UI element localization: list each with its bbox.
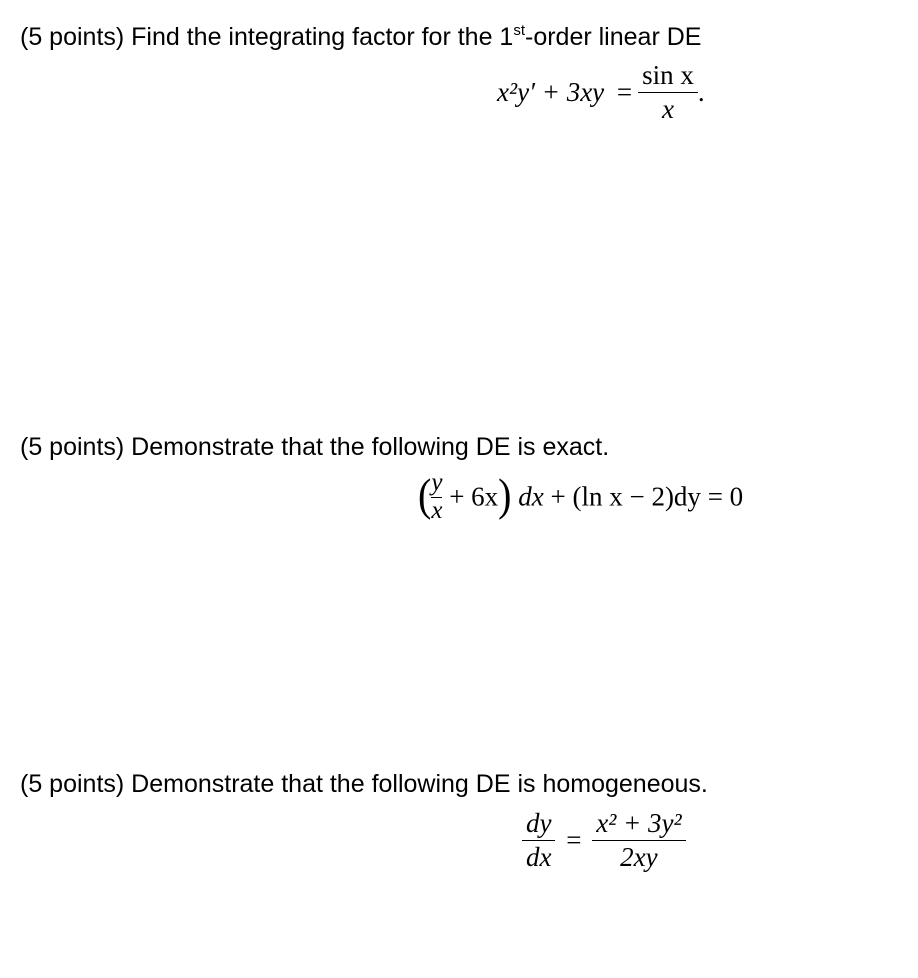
right-paren: ) (498, 468, 512, 521)
fraction-bar (522, 840, 555, 841)
question-2-inner-fraction (431, 469, 443, 524)
question-1-equals: = (616, 77, 633, 107)
question-3-equation (522, 810, 686, 871)
question-2-inner-numerator: y (431, 469, 443, 496)
question-3-lhs-denominator: dx (526, 842, 552, 872)
question-1-prompt-superscript: st (513, 22, 525, 39)
question-1-prompt (20, 22, 701, 56)
question-1-rhs-fraction (638, 62, 698, 123)
question-2-prompt: (5 points) Demonstrate that the following DE is exact. (20, 433, 610, 461)
question-1-prompt-main: (5 points) Find the integrating factor for the 1 (20, 23, 514, 51)
question-3-equals: = (566, 825, 582, 855)
question-1-lhs: x²y′ + 3xy (497, 77, 605, 107)
question-3-lhs-numerator: dy (526, 808, 552, 838)
question-2-equation (418, 468, 744, 524)
question-3-rhs-denominator: 2xy (620, 842, 658, 872)
question-2-term1-diff: dx (518, 481, 544, 512)
question-2-inner-denominator: x (431, 496, 443, 524)
question-2-plus: + (550, 481, 566, 512)
question-1-trailing-period: . (697, 77, 705, 107)
question-3-rhs-fraction (592, 810, 685, 871)
question-2-term2: (ln x − 2)dy (572, 481, 701, 512)
fraction-bar (638, 92, 698, 93)
left-paren: ( (418, 468, 432, 521)
question-1-equation (497, 62, 705, 123)
question-2-equals-zero: = 0 (707, 481, 744, 512)
question-3-rhs-numerator: x² + 3y² (596, 808, 682, 838)
question-3-prompt: (5 points) Demonstrate that the following DE is homogeneous. (20, 770, 708, 798)
question-3-lhs-fraction (522, 810, 555, 871)
question-2-inner-rest: + 6x (449, 481, 499, 512)
question-1-rhs-numerator: sin x (642, 60, 694, 90)
question-1-rhs-denominator: x (662, 94, 675, 124)
fraction-bar (592, 840, 685, 841)
question-1-prompt-rest: -order linear DE (525, 23, 702, 51)
